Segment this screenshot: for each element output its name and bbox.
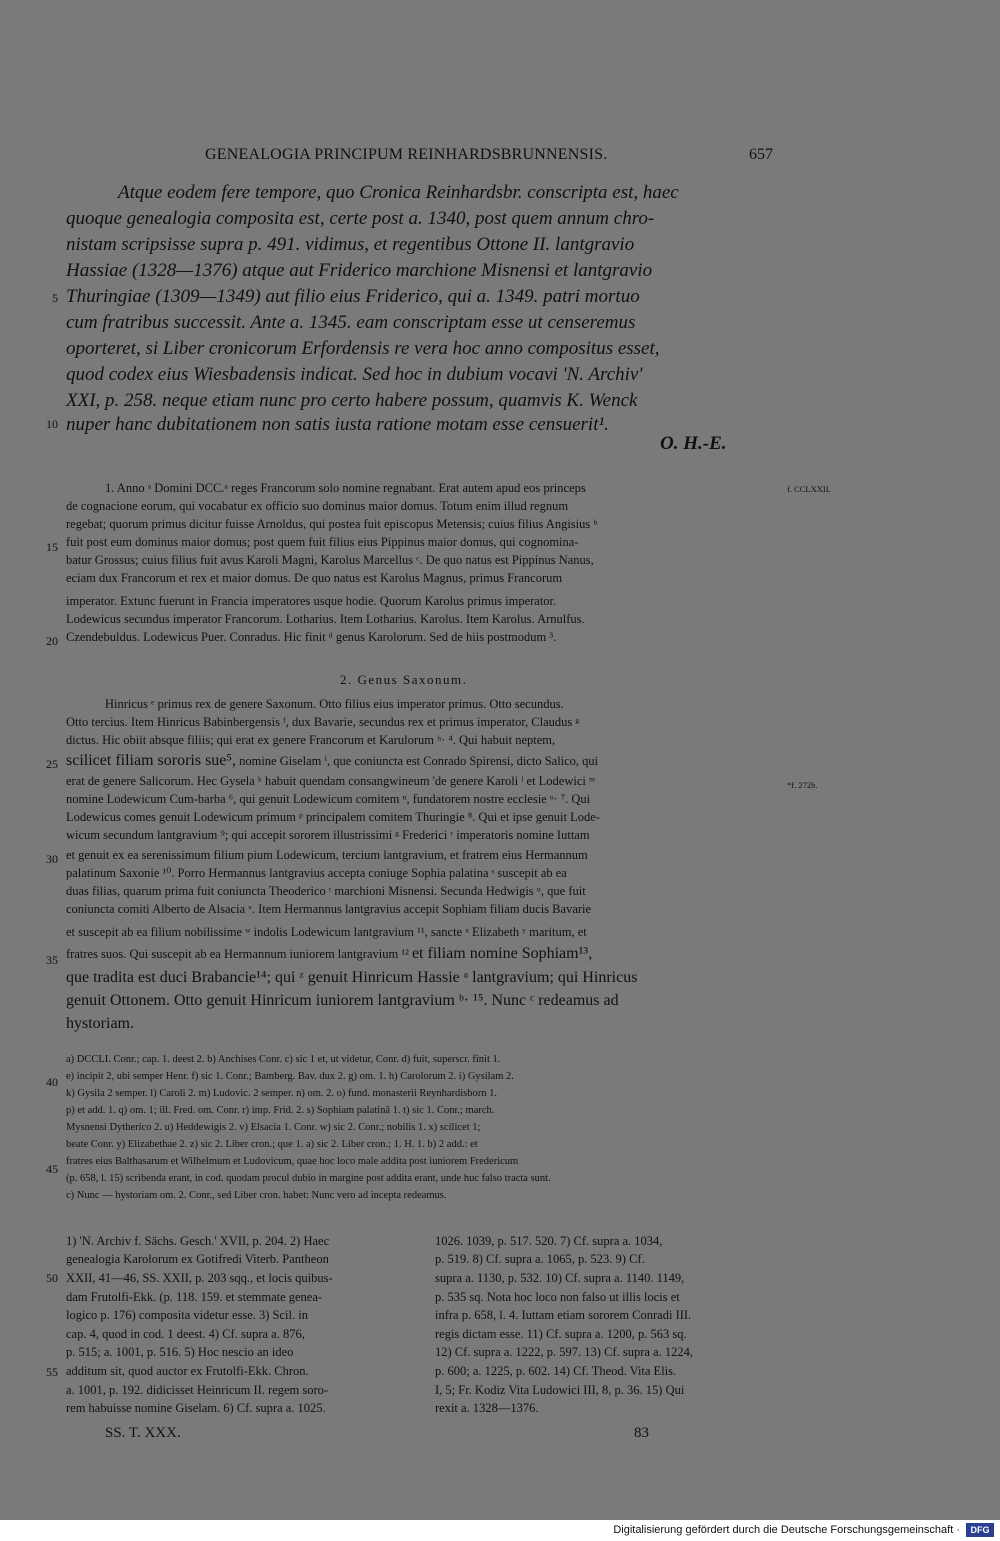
footnote-line: 1026. 1039, p. 517. 520. 7) Cf. supra a. 1034, [435,1234,663,1248]
footnote-line: dam Frutolfi-Ekk. (p. 118. 159. et stemmate genea- [66,1290,323,1304]
section1-line: Lodewicus secundus imperator Francorum. Lotharius. Item Lotharius. Karolus. Item Karolus. Arnulfus. [66,612,585,626]
footnote-line: infra p. 658, l. 4. Iuttam etiam sororem Conradi III. [435,1308,692,1322]
variant-note-line: a) DCCLI. Conr.; cap. 1. deest 2. b) Anchises Conr. c) sic 1 et, ut videtur, Conr. d) fuit, superscr. finit 1. [66,1054,501,1065]
footnote-line: cap. 4, quod in cod. 1 deest. 4) Cf. supra a. 876, [66,1327,305,1341]
section2-line: erat de genere Salicorum. Hec Gysela ᵏ habuit quendam consangwineum 'de genere Karoli ˡ et Lodewici ᵐ [66,774,596,788]
section2-line: Hinricus ᵉ primus rex de genere Saxonum. Otto filius eius imperator primus. Otto secundus. [105,697,564,711]
line-number: 45 [46,1162,58,1176]
running-title: GENEALOGIA PRINCIPUM REINHARDSBRUNNENSIS. [205,146,608,163]
section2-line [66,752,598,771]
section2-line: wicum secundum lantgravium ⁹; qui accepit sororem illustrissimi ᵍ Frederici ʳ imperatoris nomine Iuttam [66,828,590,842]
section2-line [66,945,592,964]
intro-line: Hassiae (1328—1376) atque aut Friderico marchione Misnensi et lantgravio [66,260,653,281]
section2-big-text: et filiam nomine Sophiam¹³, [411,945,593,962]
sheet-signature: 83 [634,1425,649,1441]
section2-line: Lodewicus comes genuit Lodewicum primum ᵖ principalem comitem Thuringie ⁸. Qui et ipse genuit Lode- [66,810,600,824]
line-number: 20 [46,634,58,648]
intro-line: Thuringiae (1309—1349) aut filio eius Friderico, qui a. 1349. patri mortuo [66,286,640,307]
line-number: 40 [46,1075,58,1089]
footnote-line: a. 1001, p. 192. didicisset Heinricum II. regem soro- [66,1383,329,1397]
section1-line: fuit post eum dominus maior domus; post quem fuit filius eius Pippinus maior domus, qui cognomina- [66,535,579,549]
footnote-line: XXII, 41—46, SS. XXII, p. 203 sqq., et locis quibus- [66,1271,333,1285]
intro-line: nistam scripsisse supra p. 491. vidimus, et regentibus Ottone II. lantgravio [66,234,635,255]
section2-line: dictus. Hic obiit absque filiis; qui erat ex genere Francorum et Karulorum ʰ· ⁴. Qui habuit neptem, [66,733,556,747]
variant-note-line: k) Gysila 2 semper. l) Caroli 2. m) Ludovic. 2 semper. n) om. 2. o) fund. monasterii Reynhardisborn 1. [66,1088,498,1099]
intro-line: oporteret, si Liber cronicorum Erfordensis re vera hoc anno compositus esset, [66,338,660,359]
volume-signature: SS. T. XXX. [105,1425,181,1441]
intro-line: XXI, p. 258. neque etiam nunc pro certo habere possum, quamvis K. Wenck [66,390,638,411]
footnote-line: I, 5; Fr. Kodiz Vita Ludowici III, 8, p. 36. 15) Qui [435,1383,685,1397]
intro-line: quoque genealogia composita est, certe post a. 1340, post quem annum chro- [66,208,655,229]
section2-line: nomine Lodewicum Cum-barba ⁶, qui genuit Lodewicum comitem ⁿ, fundatorem nostre ecclesie ᵒ· ⁷. Qui [66,792,591,806]
section2-big-text: scilicet filiam sororis sue⁵, [66,752,236,769]
line-number: 15 [46,540,58,554]
section2-big-line: que tradita est duci Brabancie¹⁴; qui ᶻ genuit Hinricum Hassie ᵃ lantgravium; qui Hinricus [66,969,638,986]
section1-line: batur Grossus; cuius filius fuit avus Karoli Magni, Karolus Marcellus ᶜ. De quo natus est Pippinus Nanus, [66,553,594,567]
dfg-logo: DFG [966,1523,994,1537]
section2-line: et suscepit ab ea filium nobilissime ʷ indolis Lodewicum lantgravium ¹¹, sancte ˣ Elizabeth ʸ maritum, et [66,925,587,939]
footnote-line: genealogia Karolorum ex Gotifredi Viterb. Pantheon [66,1252,329,1266]
footnote-line: p. 515; a. 1001, p. 516. 5) Hoc nescio an ideo [66,1345,294,1359]
page-number: 657 [749,146,773,163]
footnote-line: supra a. 1130, p. 532. 10) Cf. supra a. 1140. 1149, [435,1271,685,1285]
line-number: 55 [46,1365,58,1379]
section2-line: et genuit ex ea serenissimum filium pium Lodewicum, tercium lantgravium, et fratrem eius Hermannum [66,848,588,862]
section2-text: nomine Giselam ⁱ, que coniuncta est Conrado Spirensi, dicto Salico, qui [239,754,599,768]
section1-line: Czendebuldus. Lodewicus Puer. Conradus. Hic finit ᵈ genus Karolorum. Sed de hiis postmodum ³. [66,630,557,644]
intro-line: quod codex eius Wiesbadensis indicat. Sed hoc in dubium vocavi 'N. Archiv' [66,364,643,385]
variant-note-line: (p. 658, l. 15) scribenda erant, in cod. quodam procul dubio in margine post addita erant, unde huc falso tracta sunt. [66,1173,551,1184]
footnote-line: additum sit, quod auctor ex Frutolfi-Ekk. Chron. [66,1364,309,1378]
footnote-line: 12) Cf. supra a. 1222, p. 597. 13) Cf. supra a. 1224, [435,1345,693,1359]
section1-line: eciam dux Francorum et rex et maior domus. De quo natus est Karolus Magnus, primus Francorum [66,571,563,585]
line-number: 25 [46,757,58,771]
footnote-line: logico p. 176) composita videtur esse. 3) Scil. in [66,1308,308,1322]
footnote-line: rexit a. 1328—1376. [435,1401,539,1415]
line-number: 10 [46,417,58,431]
section1-line: imperator. Extunc fuerunt in Francia imperatores usque hodie. Quorum Karolus primus imperator. [66,594,557,608]
footnote-line: p. 535 sq. Nota hoc loco non falso ut illis locis et [435,1290,680,1304]
variant-note-line: fratres eius Balthasarum et Wilhelmum et Ludovicum, quae hoc loco male addita post iuniorem Fredericum [66,1156,519,1167]
variant-note-line: p) et add. 1. q) om. 1; ill. Fred. om. Conr. r) imp. Frid. 2. s) Sophiam palatinā 1. t) sic 1. Conr.; march. [66,1105,495,1116]
section2-big-line: genuit Ottonem. Otto genuit Hinricum iuniorem lantgravium ᵇ· ¹⁵. Nunc ᶜ redeamus ad [66,992,619,1009]
sponsor-bar [0,1520,1000,1541]
editor-signature: O. H.-E. [660,433,727,454]
margin-folio-note: *f. 272b. [787,780,818,790]
line-number: 50 [46,1271,58,1285]
line-number: 30 [46,852,58,866]
footnote-line: p. 519. 8) Cf. supra a. 1065, p. 523. 9) Cf. [435,1252,645,1266]
intro-line: cum fratribus successit. Ante a. 1345. eam conscriptam esse ut censeremus [66,312,636,333]
line-number: 35 [46,953,58,967]
section2-line: coniuncta comiti Alberto de Alsacia ᵛ. Item Hermannus lantgravius accepit Sophiam filiam ducis Bavarie [66,902,592,916]
section1-line: regebat; quorum primus dicitur fuisse Arnoldus, qui postea fuit episcopus Metensis; cuius filius Angisius ᵇ [66,517,598,531]
footnote-line: p. 600; a. 1225, p. 602. 14) Cf. Theod. Vita Elis. [435,1364,677,1378]
section2-big-line: hystoriam. [66,1015,134,1032]
section2-line: duas filias, quarum prima fuit coniuncta Theoderico ᵗ marchioni Misnensi. Secunda Hedwigis ᵘ, que fuit [66,884,586,898]
sponsor-text: Digitalisierung gefördert durch die Deutsche Forschungsgemeinschaft · [613,1524,960,1536]
variant-note-line: c) Nunc — hystoriam om. 2. Conr., sed Liber cron. habet: Nunc vero ad incepta redeamus. [66,1190,447,1201]
variant-note-line: beate Conr. y) Elizabethae 2. z) sic 2. Liber cron.; que 1. a) sic 2. Liber cron.; 1. H. 1. b) 2 add.: et [66,1139,478,1150]
margin-folio-note: f. CCLXXII. [787,484,831,494]
line-number: 5 [52,291,58,305]
section-heading: 2. Genus Saxonum. [340,672,468,687]
section2-line: palatinum Saxonie ¹⁰. Porro Hermannus lantgravius accepta coniuge Sophia palatina ˢ suscepit ab ea [66,866,567,880]
intro-line: nuper hanc dubitationem non satis iusta ratione motam esse censuerit¹. [66,414,609,435]
variant-note-line: e) incipit 2, ubi semper Henr. f) sic 1. Conr.; Bamberg. Bav. dux 2. g) om. 1. h) Carolorum 2. i) Gysilam 2. [66,1071,514,1082]
variant-note-line: Mysnensi Dytherico 2. u) Heddewigis 2. v) Elsacia 1. Conr. w) sic 2. Conr.; nobilis 1. x) scilicet 1; [66,1122,481,1133]
intro-line: Atque eodem fere tempore, quo Cronica Reinhardsbr. conscripta est, haec [118,182,679,203]
footnote-line: 1) 'N. Archiv f. Sächs. Gesch.' XVII, p. 204. 2) Haec [66,1234,330,1248]
section1-line: 1. Anno ᵃ Domini DCC.ᵃ reges Francorum solo nomine regnabant. Erat autem apud eos princeps [105,481,586,495]
footnote-line: regis dictam esse. 11) Cf. supra a. 1200, p. 563 sq. [435,1327,687,1341]
section2-text: fratres suos. Qui suscepit ab ea Hermannum iuniorem lantgravium ¹² [66,947,409,961]
footnote-line: rem habuisse nomine Giselam. 6) Cf. supra a. 1025. [66,1401,326,1415]
section1-line: de cognacione eorum, qui vocabatur ex officio suo dominus maior domus. Totum enim illud regnum [66,499,569,513]
section2-line: Otto tercius. Item Hinricus Babinbergensis ᶠ, dux Bavarie, secundus rex et primus imperator, Claudus ᵍ [66,715,580,729]
